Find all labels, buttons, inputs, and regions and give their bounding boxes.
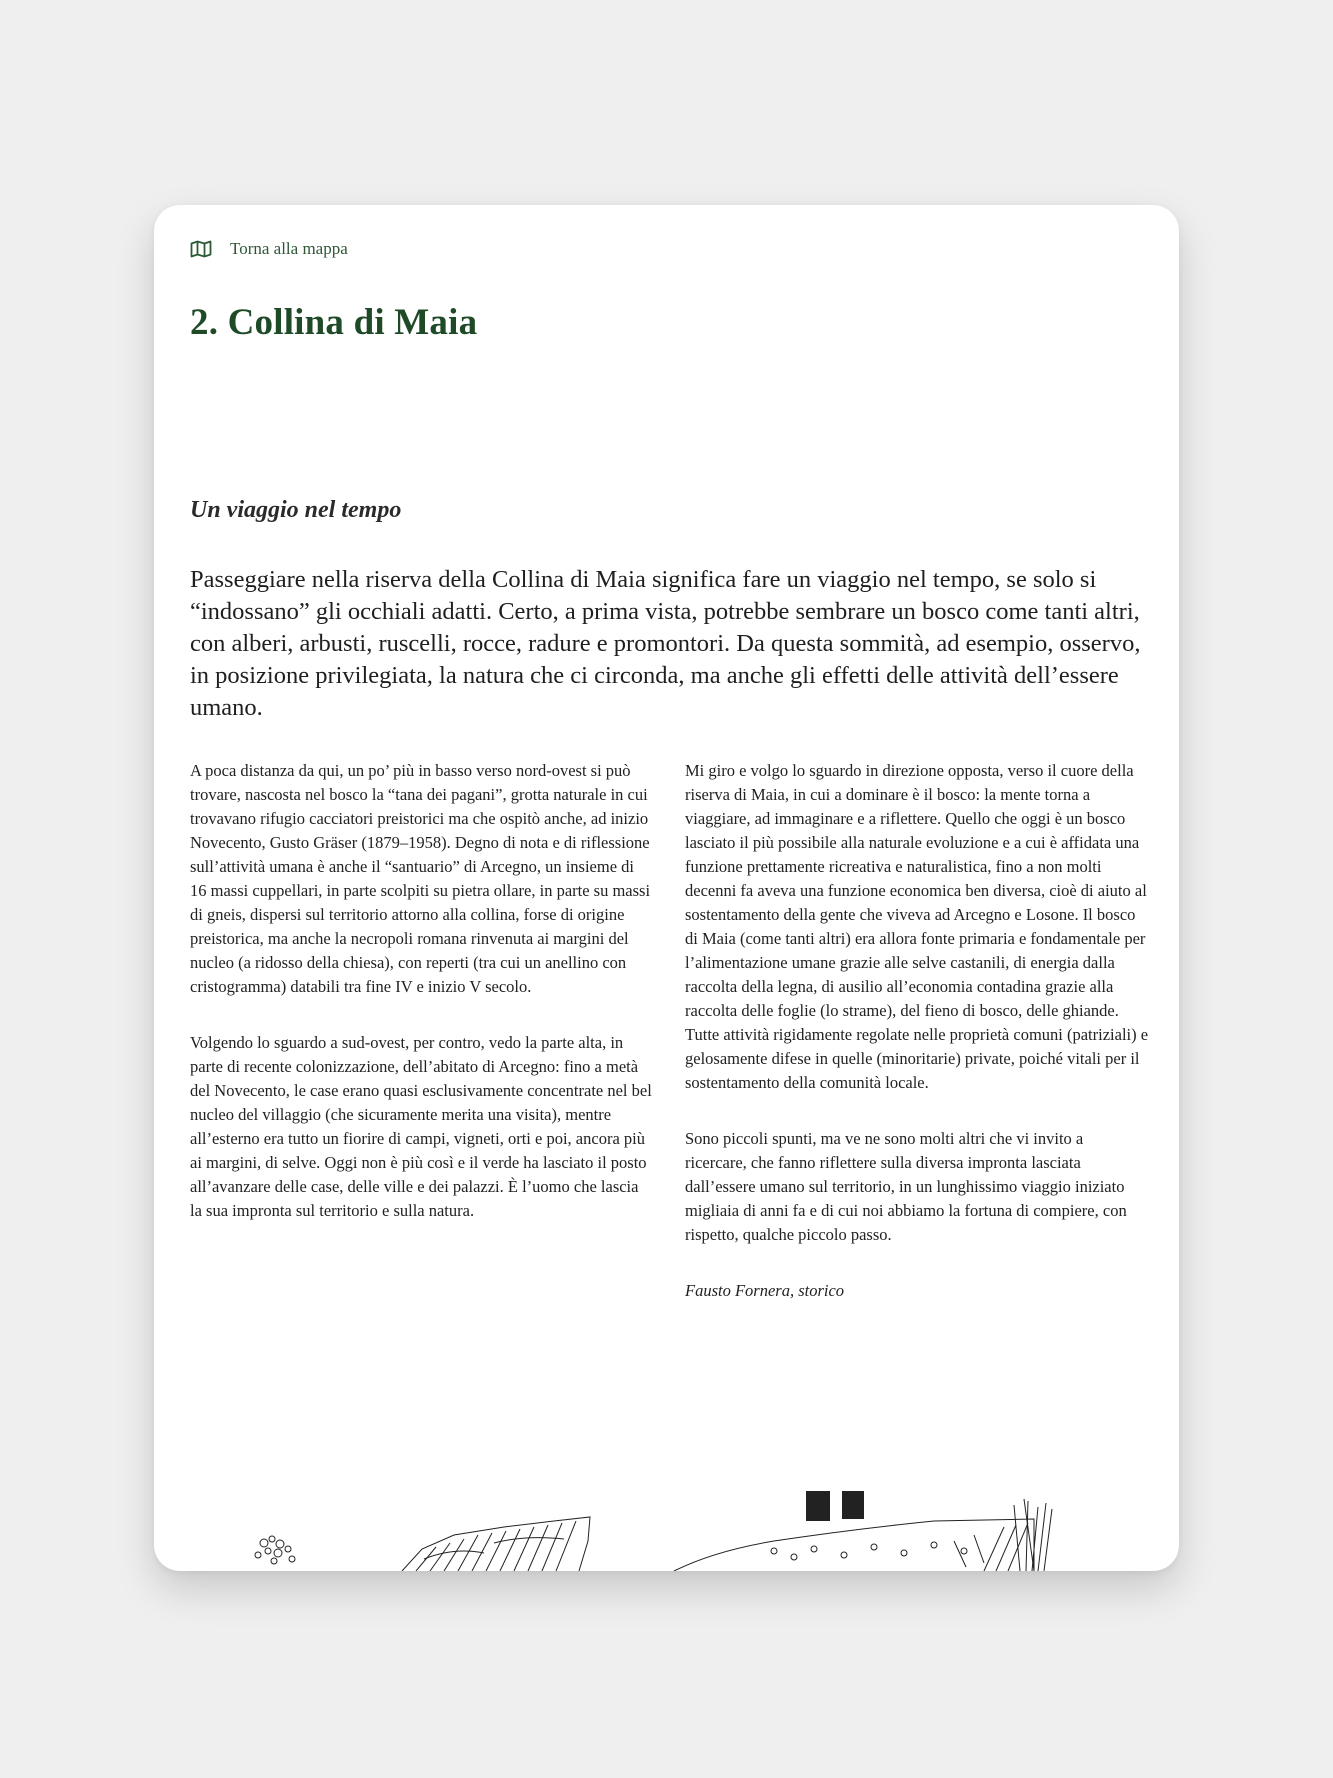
author-signature: Fausto Fornera, storico (685, 1281, 845, 1300)
body-paragraph: A poca distanza da qui, un po’ più in basso verso nord-ovest si può trovare, nascosta nel bosco la “tana dei pagani”, grotta naturale in cui trovavano rifugio cacciatori preistorici ma che ospitò anche, ad inizio Novecento, Gusto Gräser (1879–1958). Degno di nota e di riflessione sull’attività umana è anche il “santuario” di Arcegno, un insieme di 16 massi cuppellari, in parte scolpiti su pietra ollare, in parte su massi di gneis, dispersi sul territorio attorno alla collina, forse di origine preistorica, ma anche la necropoli romana rinvenuta ai margini del nucleo (a ridosso della chiesa), con reperti (tra cui un anellino con cristogramma) databili tra fine IV e inizio V secolo. (190, 761, 651, 996)
body-paragraph: Volgendo lo sguardo a sud-ovest, per contro, vedo la parte alta, in parte di recente colonizzazione, dell’abitato di Arcegno: fino a metà del Novecento, le case erano quasi esclusivamente concentrate nel bel nucleo del villaggio (che sicuramente merita una visita), mentre all’esterno era tutto un fiorire di campi, vigneti, orti e poi, ancora più ai margini, di selve. Oggi non è più così e il verde ha lasciato il posto all’avanzare delle case, delle ville e dei palazzi. È l’uomo che lascia la sua impronta sul territorio e sulla natura. (190, 1033, 652, 1220)
back-to-map-link[interactable] (190, 239, 348, 259)
right-column (685, 759, 1149, 1335)
body-paragraph: Sono piccoli spunti, ma ve ne sono molti altri che vi invito a ricercare, che fanno riflettere sulla diversa impronta lasciata dall’essere umano sul territorio, in un lunghissimo viaggio iniziato migliaia di anni fa e di cui noi abbiamo la fortuna di compiere, con rispetto, qualche piccolo passo. (685, 1129, 1127, 1244)
lead-paragraph: Passeggiare nella riserva della Collina di Maia significa fare un viaggio nel tempo, se solo si “indossano” gli occhiali adatti. Certo, a prima vista, potrebbe sembrare un bosco come tanti altri, con alberi, arbusti, ruscelli, rocce, radure e promontori. Da questa sommità, ad esempio, osservo, in posizione privilegiata, la natura che ci circonda, ma anche gli effetti delle attività dell’essere umano. (190, 566, 1141, 721)
content-card (154, 205, 1179, 1571)
left-column (190, 759, 654, 1255)
page-subtitle: Un viaggio nel tempo (190, 497, 402, 523)
back-link-label: Torna alla mappa (230, 239, 348, 258)
page-title: 2. Collina di Maia (190, 302, 478, 343)
body-paragraph: Mi giro e volgo lo sguardo in direzione opposta, verso il cuore della riserva di Maia, in cui a dominare è il bosco: la mente torna a viaggiare, ad immaginare e a riflettere. Quello che oggi è un bosco lasciato il più possibile alla naturale evoluzione e a cui è affidata una funzione prettamente ricreativa e naturalistica, fino a non molti decenni fa aveva una funzione economica ben diversa, cioè di aiuto al sostentamento della gente che viveva ad Arcegno e Losone. Il bosco di Maia (come tanti altri) era allora fonte primaria e fondamentale per l’alimentazione umane grazie alle selve castanili, di energia dalla raccolta della legna, di ausilio all’economia contadina grazie alla raccolta delle foglie (lo strame), del fieno di bosco, delle ghiande. Tutte attività rigidamente regolate nelle proprietà comuni (patriziali) e gelosamente difese in quelle (minoritarie) private, poiché vitali per il sostentamento della comunità locale. (685, 761, 1149, 1092)
landscape-illustration (154, 1491, 1179, 1571)
map-icon (190, 240, 212, 258)
